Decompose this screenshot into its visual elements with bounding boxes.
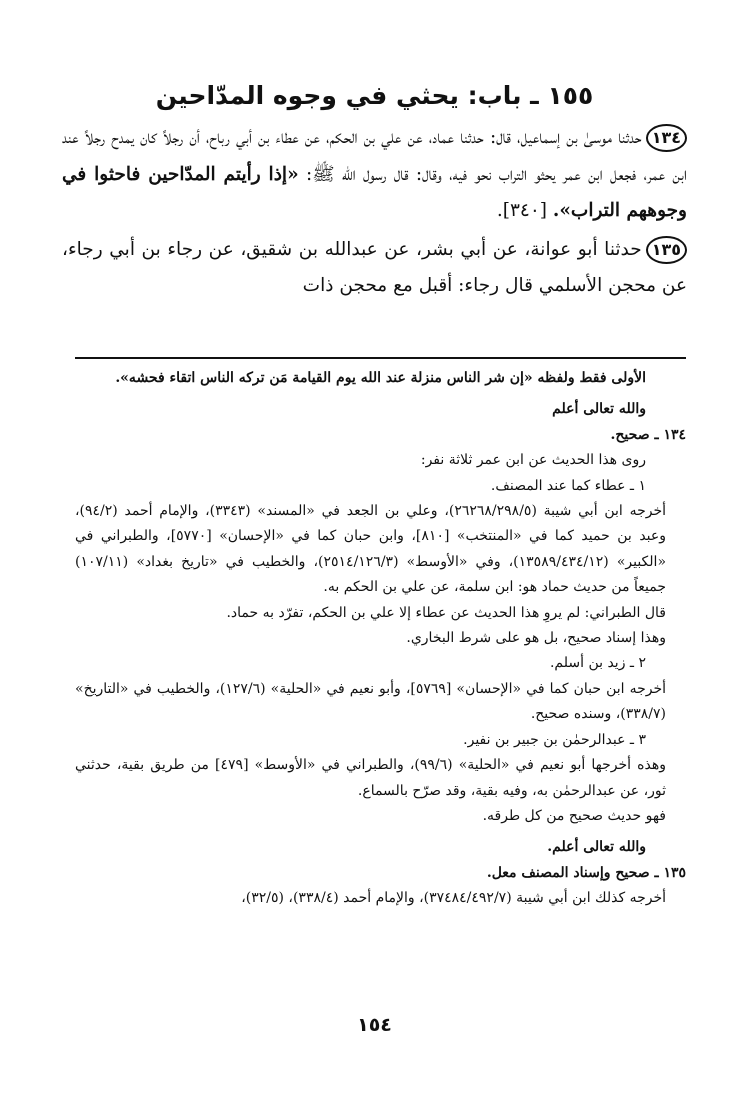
main-text: [62, 120, 687, 305]
hadith-135-text: حدثنا أبو عوانة، عن أبي بشر، عن عبدالله بن شقيق، عن رجاء بن أبي رجاء، عن محجن الأسلمي قال رجاء: أقبل مع محجن ذات: [62, 238, 687, 296]
footnotes: [75, 366, 686, 912]
hadith-135: [62, 232, 687, 305]
footnote-line: ٢ ـ زيد بن أسلم.: [549, 655, 646, 672]
footnote-line: أخرجه ابن حبان كما في «الإحسان» [٥٧٦٩]، وأبو نعيم في «الحلية» (١٢٧/٦)، والخطيب في «التاريخ» (٣٣٨/٧)، وسنده صحيح.: [75, 680, 667, 723]
footnote-line: قال الطبراني: لم يروِ هذا الحديث عن عطاء إلا علي بن الحكم، تفرّد به حماد.: [226, 604, 666, 621]
footnote-closing: والله تعالى أعلم.: [547, 839, 646, 856]
footnote-divider: [75, 357, 686, 359]
hadith-134: [62, 120, 687, 230]
footnote-line: وهذه أخرجها أبو نعيم في «الحلية» (٩٩/٦)، والطبراني في «الأوسط» [٤٧٩] من طريق بقية، حدثني ثور، عن عبدالرحمٰن به، وفيه بقية، وقد صرّح بالسماع.: [75, 757, 666, 799]
hadith-134-quote: «إذا رأيتم المدّاحين فاحثوا في وجوههم التراب».: [62, 163, 687, 221]
footnote-line: أخرجه كذلك ابن أبي شيبة (٣٧٤٨٤/٤٩٢/٧)، والإمام أحمد (٣٣٨/٤)، (٣٢/٥)،: [241, 890, 666, 907]
footnote-line: أخرجه ابن أبي شيبة (٢٦٢٦٨/٢٩٨/٥)، وعلي بن الجعد في «المسند» (٣٣٤٣)، والإمام أحمد (٩٤/٢)، وعبد بن حميد كما في «المنتخب» [٨١٠]، وابن حبان كما في «الإحسان» [٥٧٧٠]، والطبراني في «الكبير» (١٣٥٨٩/٤٣٤/١٢)، وفي «الأوسط» (٢٥١٤/١٢٦/٣)، والخطيب في «تاريخ بغداد» (١٠٧/١١) جميعاً من حديث حماد هو: ابن سلمة، عن علي بن الحكم به.: [75, 503, 667, 596]
chapter-title: ١٥٥ ـ باب: يحثي في وجوه المدّاحين: [155, 81, 594, 110]
hadith-number-badge: ١٣٥: [646, 236, 687, 264]
hadith-134-text: حدثنا موسىٰ بن إسماعيل، قال: حدثنا عماد، عن علي بن الحكم، عن عطاء بن أبي رباح، أن رجلاً كان يمدح رجلاً عند ابن عمر، فجعل ابن عمر يحثو التراب نحو فيه، وقال: قال رسول الله ﷺ:: [62, 127, 687, 185]
footnote-closing: والله تعالى أعلم: [552, 401, 646, 418]
footnote-line: روى هذا الحديث عن ابن عمر ثلاثة نفر:: [420, 452, 646, 469]
footnote-line: فهو حديث صحيح من كل طرقه.: [482, 807, 666, 824]
hadith-134-ref: [٣٤٠].: [496, 200, 553, 221]
hadith-number-badge: ١٣٤: [646, 124, 687, 152]
page-number: ١٥٤: [357, 1014, 392, 1036]
footnote-line: وهذا إسناد صحيح، بل هو على شرط البخاري.: [406, 630, 666, 647]
footnote-line: ١ ـ عطاء كما عند المصنف.: [490, 477, 646, 494]
footnote-line: ٣ ـ عبدالرحمٰن بن جبير بن نفير.: [463, 731, 646, 748]
footnote-heading-135: ١٣٥ ـ صحيح وإسناد المصنف معل.: [486, 864, 686, 881]
footnote-line: الأولى فقط ولفظه «إن شر الناس منزلة عند الله يوم القيامة مَن تركه الناس اتقاء فحشه».: [115, 370, 646, 386]
footnote-heading-134: ١٣٤ ـ صحيح.: [610, 426, 686, 443]
